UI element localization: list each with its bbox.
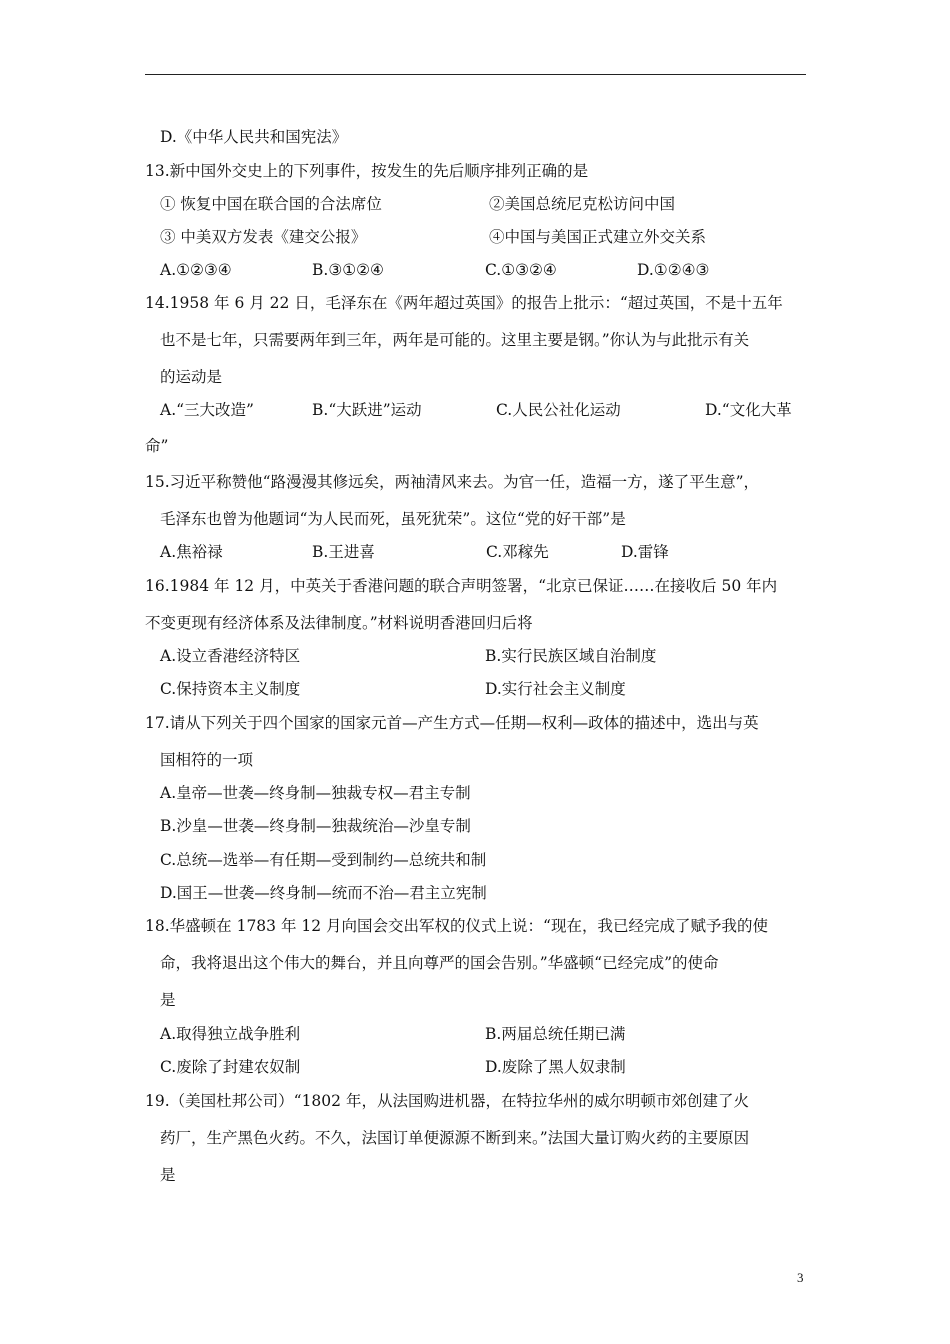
q15-option-c: C.邓稼先 [486, 543, 549, 561]
q16-stem-line-2: 不变更现有经济体系及法律制度。”材料说明香港回归后将 [145, 614, 533, 632]
q13-item-2: ②美国总统尼克松访问中国 [489, 195, 676, 213]
q16-option-c: C.保持资本主义制度 [160, 680, 301, 698]
q13-option-a: A.①②③④ [160, 261, 232, 279]
q17-stem-line-1: 17.请从下列关于四个国家的国家元首—产生方式—任期—权利—政体的描述中，选出与英 [145, 714, 759, 732]
q14-stem-line-3: 的运动是 [160, 368, 223, 386]
q18-option-b: B.两届总统任期已满 [485, 1025, 626, 1043]
q15-option-b: B.王进喜 [312, 543, 375, 561]
q13-option-c: C.①③②④ [485, 261, 557, 279]
q19-stem-line-2: 药厂，生产黑色火药。不久，法国订单便源源不断到来。”法国大量订购火药的主要原因 [160, 1129, 750, 1147]
q14-option-c: C.人民公社化运动 [496, 401, 621, 419]
q14-stem-line-1: 14.1958 年 6 月 22 日，毛泽东在《两年超过英国》的报告上批示：“超过英国，不是十五年 [145, 294, 783, 312]
q19-stem-line-1: 19.（美国杜邦公司）“1802 年，从法国购进机器，在特拉华州的威尔明顿市郊创建了火 [145, 1092, 749, 1110]
q17-option-b: B.沙皇—世袭—终身制—独裁统治—沙皇专制 [160, 817, 471, 835]
q17-option-c: C.总统—选举—有任期—受到制约—总统共和制 [160, 851, 487, 869]
q18-stem-line-2: 命，我将退出这个伟大的舞台，并且向尊严的国会告别。”华盛顿“已经完成”的使命 [160, 954, 719, 972]
q13-option-b: B.③①②④ [312, 261, 384, 279]
q15-stem-line-1: 15.习近平称赞他“路漫漫其修远矣，两袖清风来去。为官一任，造福一方，遂了平生意”， [145, 473, 760, 491]
q18-option-a: A.取得独立战争胜利 [160, 1025, 301, 1043]
q18-option-c: C.废除了封建农奴制 [160, 1058, 301, 1076]
q15-stem-line-2: 毛泽东也曾为他题词“为人民而死，虽死犹荣”。这位“党的好干部”是 [160, 510, 626, 528]
q17-option-a: A.皇帝—世袭—终身制—独裁专权—君主专制 [160, 784, 471, 802]
q14-option-b: B.“大跃进”运动 [312, 401, 422, 419]
q18-stem-line-1: 18.华盛顿在 1783 年 12 月向国会交出军权的仪式上说：“现在，我已经完成了赋予我的使 [145, 917, 768, 935]
q14-option-a: A.“三大改造” [160, 401, 254, 419]
q17-option-d: D.国王—世袭—终身制—统而不治—君主立宪制 [160, 884, 487, 902]
q13-item-4: ④中国与美国正式建立外交关系 [489, 228, 707, 246]
q16-option-d: D.实行社会主义制度 [485, 680, 626, 698]
q13-stem: 13.新中国外交史上的下列事件，按发生的先后顺序排列正确的是 [145, 162, 589, 180]
q15-option-d: D.雷锋 [621, 543, 669, 561]
header-rule [145, 74, 806, 75]
q14-option-d: D.“文化大革 [705, 401, 792, 419]
q14-option-d-wrap: 命” [145, 437, 169, 455]
q16-option-a: A.设立香港经济特区 [160, 647, 301, 665]
q12-option-d: D.《中华人民共和国宪法》 [160, 128, 348, 146]
q19-stem-line-3: 是 [160, 1166, 176, 1184]
q15-option-a: A.焦裕禄 [160, 543, 223, 561]
q17-stem-line-2: 国相符的一项 [160, 751, 254, 769]
q13-option-d: D.①②④③ [637, 261, 710, 279]
q16-stem-line-1: 16.1984 年 12 月，中英关于香港问题的联合声明签署，“北京已保证……在接收后 50 年内 [145, 577, 778, 595]
q18-stem-line-3: 是 [160, 991, 176, 1009]
q16-option-b: B.实行民族区域自治制度 [485, 647, 657, 665]
page-number: 3 [797, 1270, 804, 1285]
q18-option-d: D.废除了黑人奴隶制 [485, 1058, 626, 1076]
q13-item-3: ③ 中美双方发表《建交公报》 [160, 228, 367, 246]
q13-item-1: ① 恢复中国在联合国的合法席位 [160, 195, 382, 213]
q14-stem-line-2: 也不是七年，只需要两年到三年，两年是可能的。这里主要是钢。”你认为与此批示有关 [160, 331, 750, 349]
